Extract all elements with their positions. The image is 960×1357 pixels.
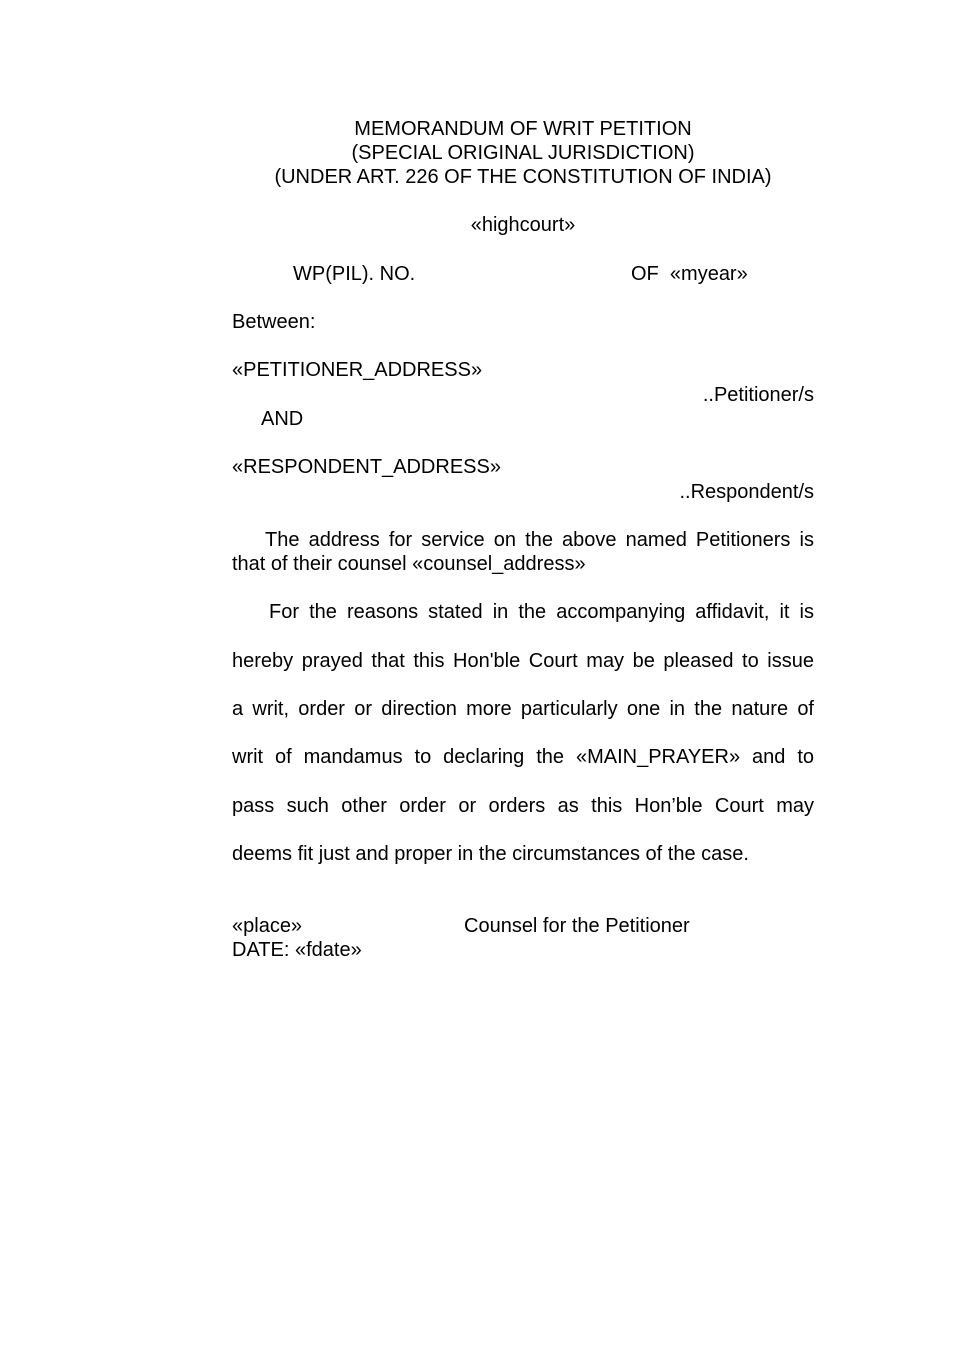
- prayer-line: writ of mandamus to declaring the «MAIN_PRAYER» and to: [232, 746, 814, 768]
- prayer-line: deems fit just and proper in the circumstances of the case.: [232, 843, 749, 865]
- title-line-2: (SPECIAL ORIGINAL JURISDICTION): [351, 142, 695, 164]
- counsel-signature-label: Counsel for the Petitioner: [464, 915, 690, 937]
- case-number-label: WP(PIL). NO.: [293, 263, 416, 285]
- and-label: AND: [261, 408, 304, 430]
- title-line-1: MEMORANDUM OF WRIT PETITION: [354, 118, 692, 140]
- prayer-line: pass such other order or orders as this Hon’ble Court may: [232, 795, 814, 817]
- service-line-1: The address for service on the above named Petitioners is: [265, 529, 814, 551]
- petitioner-role: ..Petitioner/s: [702, 384, 814, 406]
- petitioner-address: «PETITIONER_ADDRESS»: [232, 359, 483, 381]
- respondent-role: ..Respondent/s: [679, 481, 814, 503]
- case-year-line: [631, 262, 748, 286]
- title-line-3: (UNDER ART. 226 OF THE CONSTITUTION OF INDIA): [274, 166, 772, 188]
- between-label: Between:: [232, 311, 316, 333]
- place-field: «place»: [232, 915, 303, 937]
- court-name: «highcourt»: [470, 214, 576, 236]
- case-year: «myear»: [669, 263, 748, 285]
- prayer-line: For the reasons stated in the accompanying affidavit, it is: [269, 601, 814, 623]
- prayer-line: hereby prayed that this Hon'ble Court may be pleased to issue: [232, 650, 814, 672]
- respondent-address: «RESPONDENT_ADDRESS»: [232, 456, 501, 478]
- of-label: OF: [631, 263, 659, 285]
- prayer-line: a writ, order or direction more particularly one in the nature of: [232, 698, 814, 720]
- date-field: DATE: «fdate»: [232, 939, 362, 961]
- service-line-2: that of their counsel «counsel_address»: [232, 553, 586, 575]
